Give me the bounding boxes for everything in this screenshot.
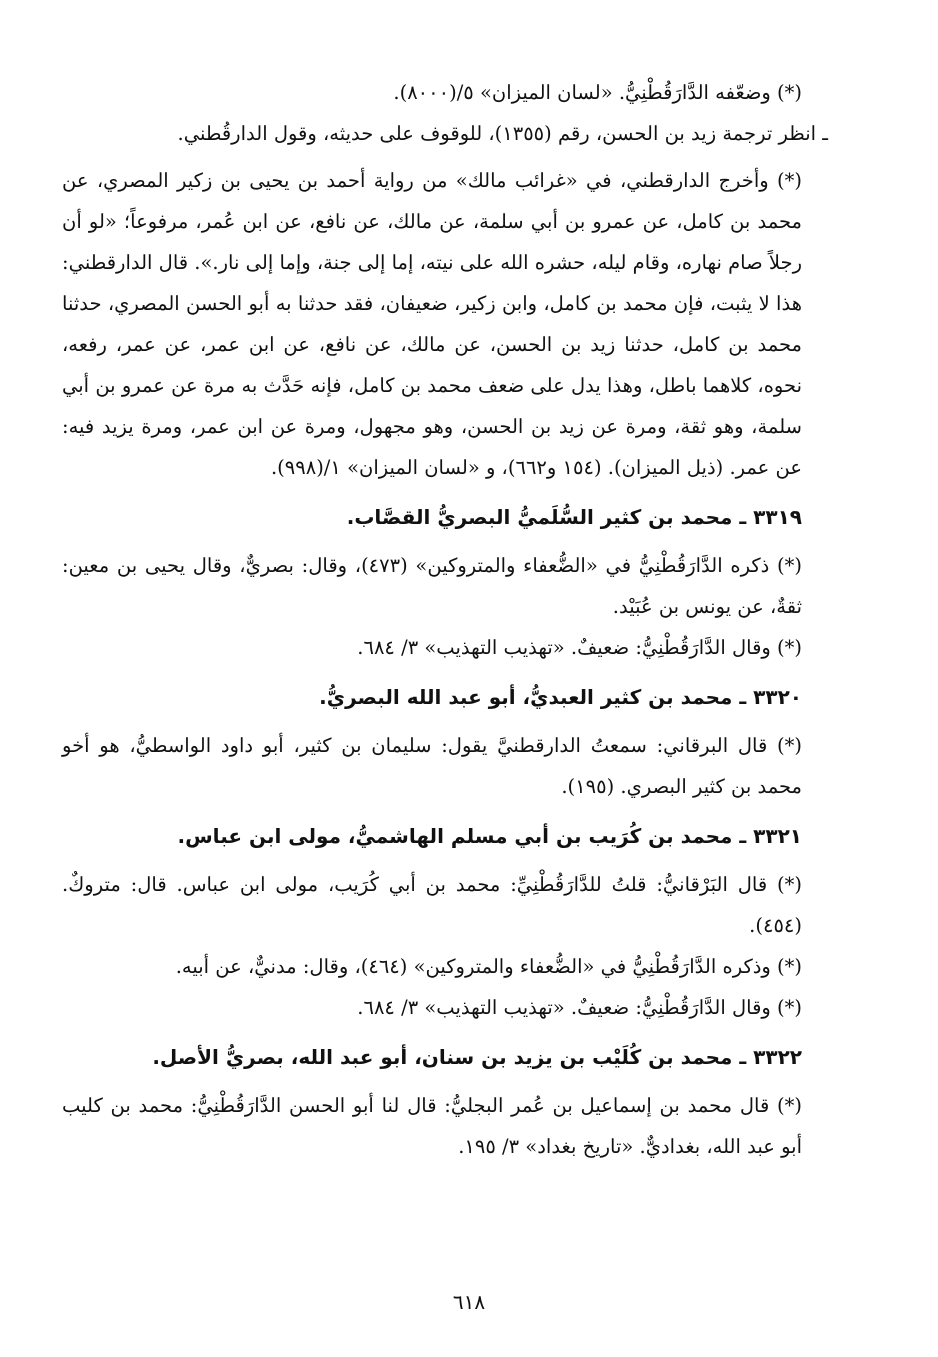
paragraph-3321-tahdhib: (*) وقال الدَّارَقُطْنِيُّ: ضعيفٌ. «تهذيب التهذيب» ٣/ ٦٨٤. [357,996,802,1019]
entry-heading-3322: ٣٣٢٢ ـ محمد بن كُلَيْب بن يزيد بن سنان، أبو عبد الله، بصريُّ الأصل. [152,1045,802,1069]
paragraph-see-zayd-ibn-hasan: ـ انظر ترجمة زيد بن الحسن، رقم (١٣٥٥)، للوقوف على حديثه، وقول الدارقُطني. [177,122,828,145]
paragraph-3320-barqani: (*) قال البرقاني: سمعتُ الدارقطنيَّ يقول: سليمان بن كثير، أبو داود الواسطيُّ، هو أخو محمد بن كثير البصري. (١٩٥). [62,734,802,798]
paragraph-gharaib-malik: (*) وأخرج الدارقطني، في «غرائب مالك» من رواية أحمد بن يحيى بن زكير المصري، عن محمد بن كامل، عن عمرو بن أبي سلمة، عن مالك، عن نافع، عن ابن عُمر، مرفوعاً؛ «لو أن رجلاً صام نهاره، وقام ليله، حشره الله على نيته، إما إلى جنة، وإما إلى نار.». قال الدارقطني: هذا لا يثبت، فإن محمد بن كامل، وابن زكير، ضعيفان، فقد حدثنا به أبو الحسن المصري، حدثنا محمد بن كامل، حدثنا زيد بن الحسن، عن مالك، عن نافع، عن ابن عمر، عن عمر، رفعه، نحوه، كلاهما باطل، وهذا يدل على ضعف محمد بن كامل، فإنه حَدَّث به مرة عن عمرو بن أبي سلمة، وهو ثقة، ومرة عن زيد بن الحسن، وهو مجهول، ومرة عن ابن عمر، ومرة يزيد فيه: عن عمر. (ذيل الميزان). (١٥٤ و٦٦٢)، و «لسان الميزان» ١/(٩٩٨). [62,169,802,479]
page-number: ٦١٨ [452,1290,486,1314]
paragraph-3319-tahdhib: (*) وقال الدَّارَقُطْنِيُّ: ضعيفٌ. «تهذيب التهذيب» ٣/ ٦٨٤. [357,636,802,659]
entry-heading-3320: ٣٣٢٠ ـ محمد بن كثير العبديُّ، أبو عبد الله البصريُّ. [319,685,802,709]
paragraph-3321-barqani: (*) قال البَرْقانيُّ: قلتُ للدَّارَقُطْنِيِّ: محمد بن أبي كُرَيب، مولى ابن عباس. قال: متروكٌ. (٤٥٤). [62,873,802,937]
paragraph-3322-bajali: (*) قال محمد بن إسماعيل بن عُمر البجليُّ: قال لنا أبو الحسن الدَّارَقُطْنِيُّ: محمد بن كليب أبو عبد الله، بغداديٌّ. «تاريخ بغداد» ٣/ ١٩٥. [62,1094,802,1158]
page-body [62,72,828,1167]
entry-heading-3319: ٣٣١٩ ـ محمد بن كثير السُّلَميُّ البصريُّ القصَّاب. [346,505,802,529]
entry-heading-3321: ٣٣٢١ ـ محمد بن كُرَيب بن أبي مسلم الهاشميُّ، مولى ابن عباس. [177,824,802,848]
paragraph-3321-duafa: (*) وذكره الدَّارَقُطْنِيُّ في «الضُّعفاء والمتروكين» (٤٦٤)، وقال: مدنيٌّ، عن أبيه. [175,955,802,978]
paragraph-daraqutni-weakened: (*) وضعّفه الدَّارَقُطْنِيُّ. «لسان الميزان» ٥/(٨٠٠٠). [393,81,802,104]
paragraph-3319-duafa: (*) ذكره الدَّارَقُطْنِيُّ في «الضُّعفاء والمتروكين» (٤٧٣)، وقال: بصريٌّ، وقال يحيى بن معين: ثقةٌ، عن يونس بن عُبَيْد. [62,554,802,618]
